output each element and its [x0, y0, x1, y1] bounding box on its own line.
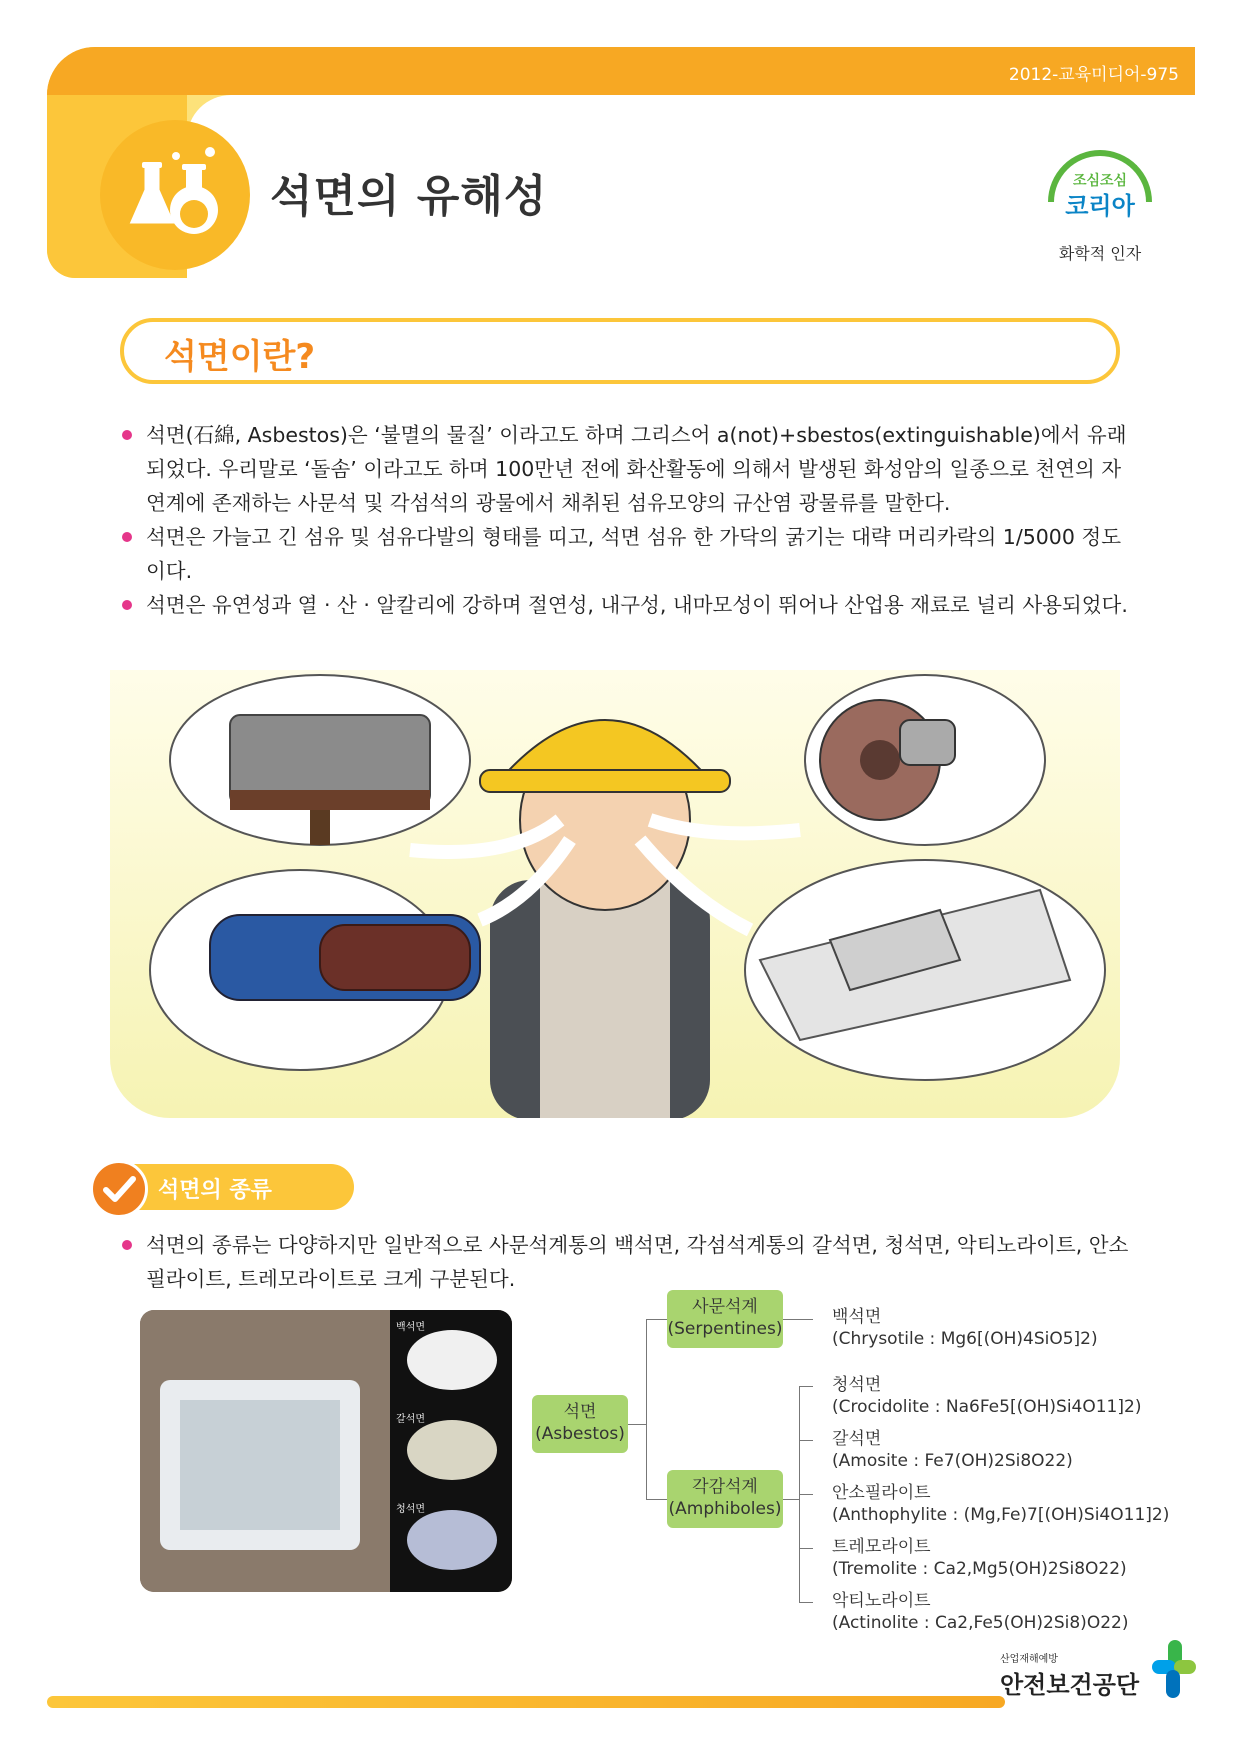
tree-group-english: (Amphiboles): [668, 1499, 782, 1519]
bullet-text: 석면은 가늘고 긴 섬유 및 섬유다발의 형태를 띠고, 석면 섬유 한 가닥의 굵기는 대략 머리카락의 1/5000 정도이다.: [146, 525, 1122, 583]
tree-root-english: (Asbestos): [535, 1424, 625, 1444]
leaf-formula: (Anthophylite : (Mg,Fe)7[(OH)Si4O11]2): [832, 1505, 1170, 1525]
bullet-text: 석면의 종류는 다양하지만 일반적으로 사문석계통의 백석면, 각섬석계통의 갈석면, 청석면, 악티노라이트, 안소필라이트, 트레모라이트로 크게 구분된다.: [146, 1233, 1129, 1291]
photo-label-chrysotile: 백석면: [396, 1322, 425, 1333]
tree-root-label: 석면: [563, 1402, 597, 1422]
org-tagline: 산업재해예방: [1000, 1654, 1058, 1665]
leaf-name: 안소필라이트: [832, 1483, 931, 1503]
photo-label-crocidolite: 청석면: [396, 1504, 425, 1515]
section-title-types: 석면의 종류: [158, 1178, 272, 1203]
checkmark-icon: [90, 1160, 148, 1218]
logo-top-text: 조심조심: [1072, 173, 1128, 189]
bullet-text: 석면은 유연성과 열 · 산 · 알칼리에 강하며 절연성, 내구성, 내마모성이 뛰어나 산업용 재료로 널리 사용되었다.: [146, 593, 1128, 617]
section-title-what-is-asbestos: 석면이란?: [164, 337, 316, 377]
bullet-item: [122, 1228, 1132, 1296]
bullet-text: 석면(石綿, Asbestos)은 ‘불멸의 물질’ 이라고도 하며 그리스어 a(not)+sbestos(extinguishable)에서 유래되었다. 우리말로 ‘돌솜’ 이라고도 하며 100만년 전에 화산활동에 의해서 발생된 화성암의 일종으로 천연의 자연계에 존재하는 사문석 및 각섬석의 광물에서 채취된 섬유모양의 규산염 광물류를 말한다.: [146, 423, 1127, 515]
bullet-dot-icon: [122, 430, 132, 440]
tree-root-asbestos: [532, 1395, 628, 1453]
bullet-dot-icon: [122, 532, 132, 542]
leaf-formula: (Tremolite : Ca2,Mg5(OH)2Si8O22): [832, 1559, 1127, 1579]
page-title: 석면의 유해성: [270, 171, 548, 222]
tree-connector: [783, 1319, 813, 1320]
leaf-formula: (Crocidolite : Na6Fe5[(OH)Si4O11]2): [832, 1397, 1142, 1417]
tree-connector: [799, 1440, 813, 1441]
careful-korea-logo: [1040, 150, 1160, 263]
footer-bar: [47, 1696, 1005, 1708]
worker-illustration: [110, 670, 1120, 1118]
bullet-item: [122, 588, 1132, 622]
leaf-name: 갈석면: [832, 1429, 882, 1449]
bullet-item: [122, 520, 1132, 588]
chemistry-icon: [100, 120, 250, 270]
leaf-name: 악티노라이트: [832, 1591, 931, 1611]
tree-connector: [628, 1424, 646, 1425]
tree-connector: [646, 1319, 667, 1320]
bullet-dot-icon: [122, 600, 132, 610]
tree-group-serpentines: [667, 1290, 783, 1348]
tree-connector: [799, 1494, 813, 1495]
section1-bullets: [122, 418, 1132, 622]
leaf-formula: (Amosite : Fe7(OH)2Si8O22): [832, 1451, 1073, 1471]
tree-leaf-anthophyllite: [832, 1482, 1169, 1526]
section-heading-box: [120, 318, 1120, 384]
tree-leaf-crocidolite: [832, 1374, 1141, 1418]
tree-connector: [646, 1499, 667, 1500]
tree-connector: [799, 1386, 813, 1387]
logo-main-text: 코리아: [1065, 192, 1135, 220]
leaf-formula: (Actinolite : Ca2,Fe5(OH)2Si8)O22): [832, 1613, 1129, 1633]
tree-group-label: 각감석계: [692, 1477, 758, 1497]
asbestos-photo: [140, 1310, 512, 1592]
bullet-dot-icon: [122, 1240, 132, 1250]
tree-connector: [799, 1602, 813, 1603]
leaf-name: 청석면: [832, 1375, 882, 1395]
leaf-name: 트레모라이트: [832, 1537, 931, 1557]
tree-leaf-actinolite: [832, 1590, 1128, 1634]
tree-connector: [646, 1319, 647, 1499]
tree-group-english: (Serpentines): [667, 1319, 783, 1339]
tree-connector: [783, 1499, 799, 1500]
tree-group-amphiboles: [667, 1470, 783, 1528]
section2-bullets: [122, 1228, 1132, 1296]
logo-arc: [1048, 150, 1152, 202]
document-code: 2012-교육미디어-975: [1008, 65, 1179, 85]
tree-leaf-tremolite: [832, 1536, 1127, 1580]
section-heading-types: [92, 1164, 354, 1210]
tree-leaf-amosite: [832, 1428, 1073, 1472]
org-name: 안전보건공단: [1000, 1671, 1140, 1699]
bullet-item: [122, 418, 1132, 520]
tree-leaf-chrysotile: [832, 1306, 1098, 1350]
cross-logo-icon: [1152, 1640, 1196, 1704]
leaf-name: 백석면: [832, 1307, 882, 1327]
leaf-formula: (Chrysotile : Mg6[(OH)4SiO5]2): [832, 1329, 1098, 1349]
kosha-logo: [1000, 1650, 1139, 1700]
tree-connector: [799, 1548, 813, 1549]
logo-category: 화학적 인자: [1058, 244, 1142, 263]
tree-group-label: 사문석계: [692, 1297, 758, 1317]
photo-label-amosite: 갈석면: [396, 1414, 425, 1425]
